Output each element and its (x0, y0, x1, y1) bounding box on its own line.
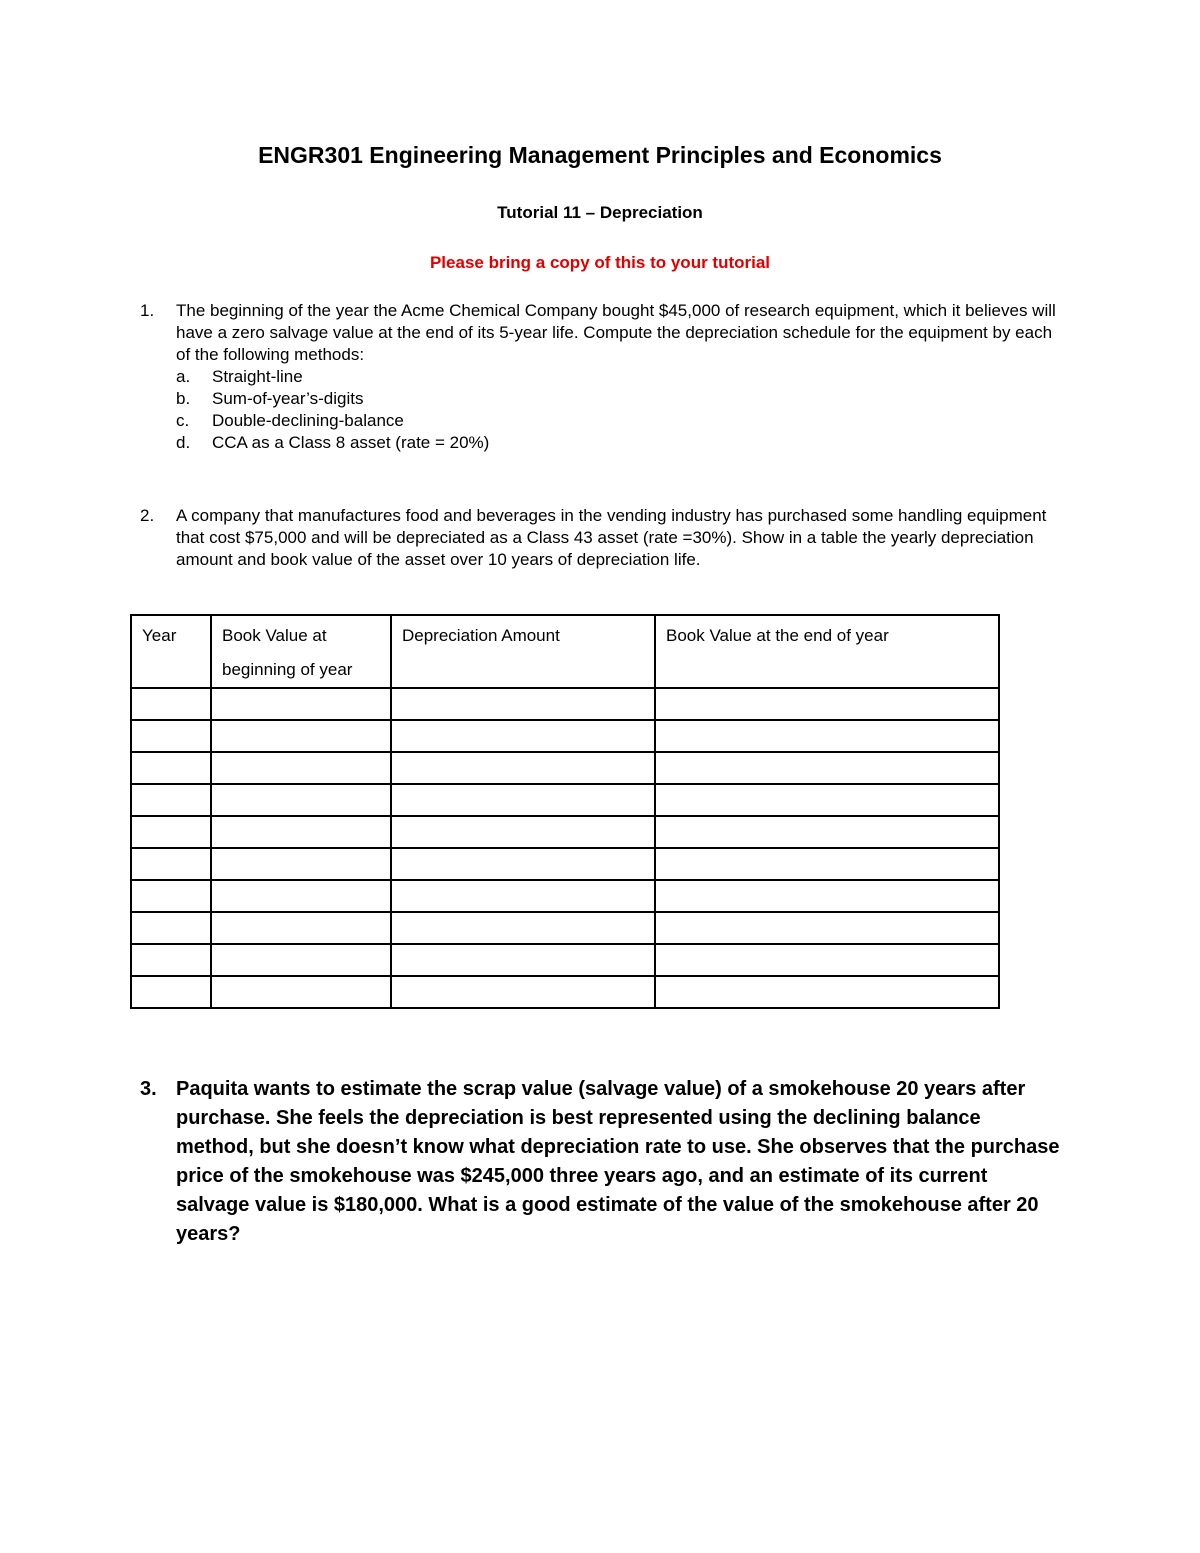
table-cell (211, 944, 391, 976)
question-2 (140, 505, 1060, 571)
table-row (131, 912, 999, 944)
table-cell (211, 880, 391, 912)
table-cell (655, 752, 999, 784)
table-cell (655, 784, 999, 816)
depreciation-table (130, 614, 1000, 1009)
question-2-text: A company that manufactures food and beverages in the vending industry has purchased some handling equipment that cost $75,000 and will be depreciated as a Class 43 asset (rate =30%). Show in a table the yearly depreciation amount and book value of the asset over 10 years of depreciation life. (176, 506, 1047, 569)
question-3 (140, 1075, 1060, 1249)
table-header-row (131, 615, 999, 688)
table-cell (391, 944, 655, 976)
table-row (131, 976, 999, 1008)
table-cell (211, 848, 391, 880)
table-cell (391, 912, 655, 944)
table-cell (391, 848, 655, 880)
question-1-item (176, 410, 1060, 432)
item-text: Straight-line (212, 367, 303, 386)
table-cell (655, 688, 999, 720)
table-cell (131, 688, 211, 720)
table-row (131, 720, 999, 752)
header-book-value-beginning: Book Value at beginning of year (211, 615, 391, 688)
table-cell (131, 784, 211, 816)
table-cell (131, 720, 211, 752)
table-cell (211, 912, 391, 944)
question-1 (140, 300, 1060, 454)
question-1-item (176, 366, 1060, 388)
question-1-item (176, 388, 1060, 410)
table-cell (211, 720, 391, 752)
tutorial-subtitle: Tutorial 11 – Depreciation (497, 203, 703, 222)
table-cell (655, 720, 999, 752)
item-letter: c. (176, 411, 190, 430)
item-letter: b. (176, 389, 191, 408)
table-cell (655, 816, 999, 848)
table-cell (211, 784, 391, 816)
header-depreciation-amount: Depreciation Amount (391, 615, 655, 688)
table-cell (211, 976, 391, 1008)
table-cell (391, 720, 655, 752)
table-row (131, 816, 999, 848)
tutorial-notice: Please bring a copy of this to your tutorial (429, 253, 771, 272)
table-cell (131, 816, 211, 848)
question-3-text: Paquita wants to estimate the scrap value (salvage value) of a smokehouse 20 years after purchase. She feels the depreciation is best represented using the declining balance method, but she doesn’t know what depreciation rate to use. She observes that the purchase price of the smokehouse was $245,000 three years ago, and an estimate of its current salvage value is $180,000. What is a good estimate of the value of the smokehouse after 20 years? (176, 1078, 1060, 1245)
question-2-number: 2. (140, 506, 155, 525)
table-row (131, 784, 999, 816)
table-cell (211, 752, 391, 784)
question-1-number: 1. (140, 301, 155, 320)
table-cell (655, 848, 999, 880)
table-row (131, 880, 999, 912)
header-year: Year (131, 615, 211, 688)
table-cell (391, 688, 655, 720)
table-row (131, 944, 999, 976)
table-cell (391, 816, 655, 848)
table-cell (391, 880, 655, 912)
table-cell (131, 880, 211, 912)
table-cell (131, 752, 211, 784)
table-cell (655, 976, 999, 1008)
document-title: ENGR301 Engineering Management Principles and Economics (258, 142, 942, 168)
table-cell (655, 912, 999, 944)
table-cell (131, 848, 211, 880)
item-letter: d. (176, 433, 191, 452)
item-letter: a. (176, 367, 191, 386)
item-text: CCA as a Class 8 asset (rate = 20%) (212, 433, 490, 452)
table-cell (211, 816, 391, 848)
header-book-value-end: Book Value at the end of year (655, 615, 999, 688)
table-cell (655, 880, 999, 912)
table-row (131, 752, 999, 784)
question-1-text: The beginning of the year the Acme Chemical Company bought $45,000 of research equipment, which it believes will have a zero salvage value at the end of its 5-year life. Compute the depreciation schedule for the equipment by each of the following methods: (176, 301, 1056, 364)
table-cell (391, 752, 655, 784)
question-1-item (176, 432, 1060, 454)
table-cell (391, 976, 655, 1008)
table-cell (131, 912, 211, 944)
table-cell (655, 944, 999, 976)
table-body (131, 688, 999, 1008)
table-row (131, 848, 999, 880)
question-3-number: 3. (140, 1078, 157, 1100)
item-text: Double-declining-balance (212, 411, 404, 430)
table-cell (131, 976, 211, 1008)
table-cell (131, 944, 211, 976)
table-cell (391, 784, 655, 816)
table-row (131, 688, 999, 720)
table-cell (211, 688, 391, 720)
item-text: Sum-of-year’s-digits (212, 389, 364, 408)
